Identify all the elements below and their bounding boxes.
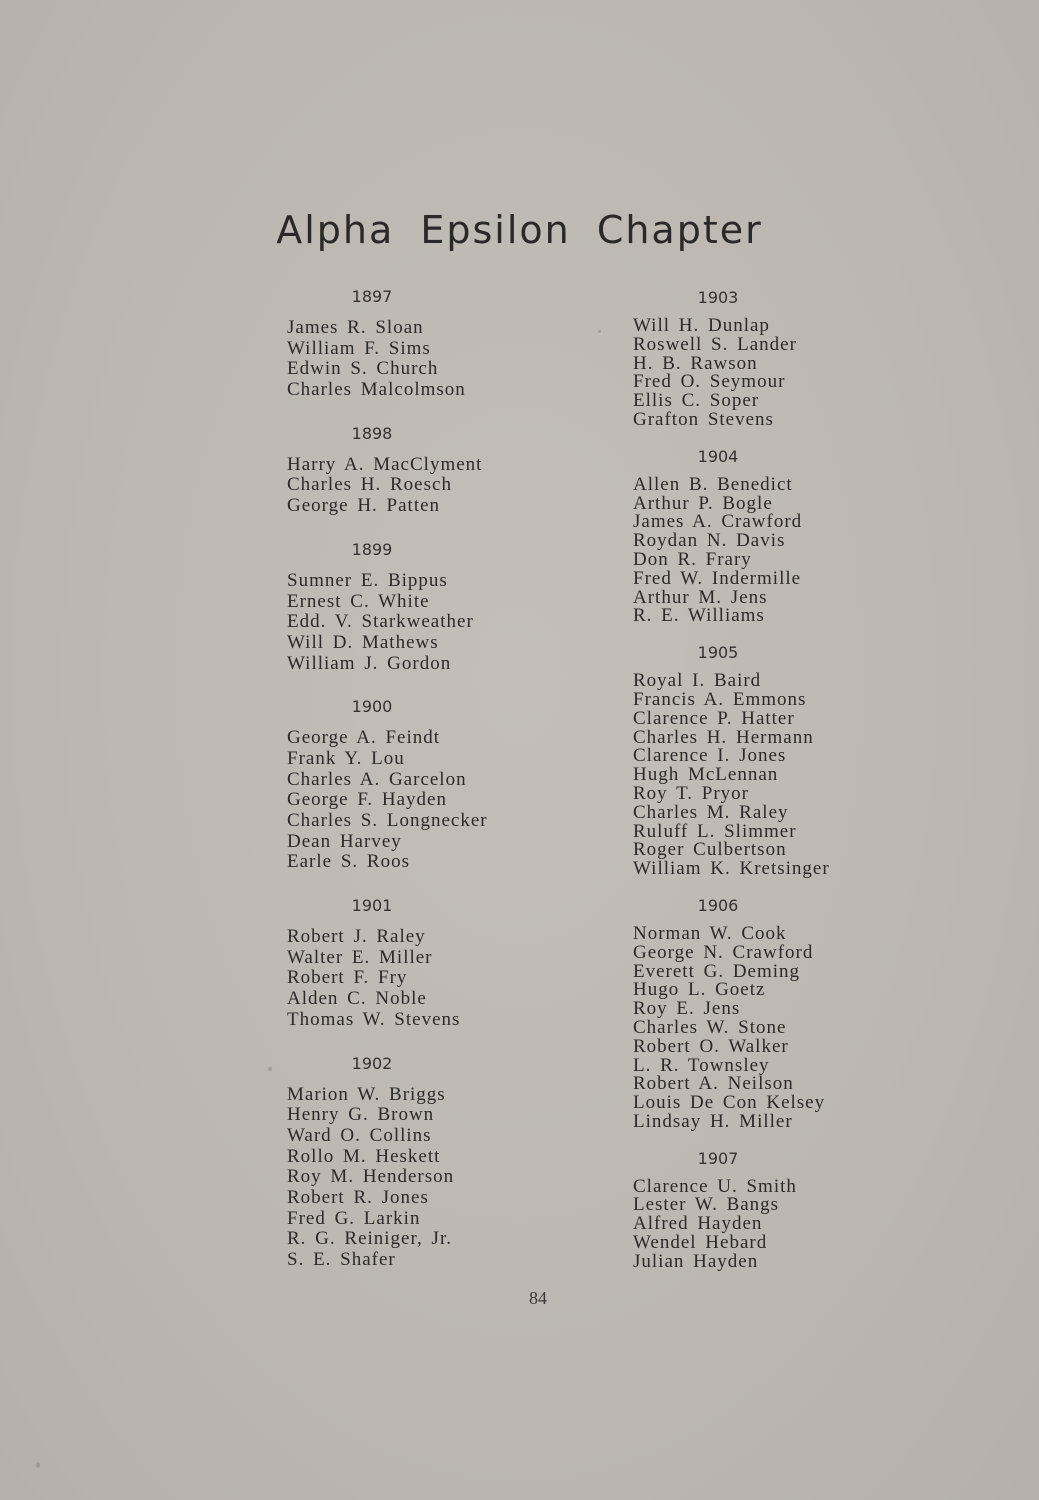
member-name: Robert F. Fry xyxy=(287,967,408,989)
member-name: Fred G. Larkin xyxy=(287,1207,421,1229)
member-name: Ellis C. Soper xyxy=(633,390,760,412)
member-name: Henry G. Brown xyxy=(287,1104,435,1126)
year-group xyxy=(633,446,893,626)
member-name: Alfred Hayden xyxy=(633,1213,763,1235)
year-heading: 1901 xyxy=(351,896,393,916)
year-group xyxy=(633,1148,893,1272)
member-name: Roy E. Jens xyxy=(633,998,741,1020)
member-name: Grafton Stevens xyxy=(633,408,774,430)
member-name: S. E. Shafer xyxy=(287,1249,396,1270)
page-number: 84 xyxy=(529,1288,547,1308)
year-group xyxy=(633,642,893,879)
member-list xyxy=(287,318,547,401)
paper-speck xyxy=(268,1067,272,1071)
member-list xyxy=(633,922,893,1132)
member-name: Edd. V. Starkweather xyxy=(287,611,474,633)
member-name: R. G. Reiniger, Jr. xyxy=(287,1228,452,1250)
year-group xyxy=(633,895,893,1132)
member-name: Don R. Frary xyxy=(633,548,752,570)
member-name: George F. Hayden xyxy=(287,789,447,811)
member-name: Frank Y. Lou xyxy=(287,747,405,769)
member-name: R. E. Williams xyxy=(633,605,765,627)
member-name: Julian Hayden xyxy=(633,1250,759,1272)
member-name: Wendel Hebard xyxy=(633,1232,768,1254)
member-name: Ruluff L. Slimmer xyxy=(633,820,797,842)
year-heading: 1907 xyxy=(697,1148,739,1168)
member-list xyxy=(287,927,547,1030)
member-name: Dean Harvey xyxy=(287,830,402,852)
member-name: Roswell S. Lander xyxy=(633,333,797,355)
member-name: William J. Gordon xyxy=(287,652,452,674)
member-name: Sumner E. Bippus xyxy=(287,569,448,591)
member-name: Earle S. Roos xyxy=(287,851,410,873)
member-name: Robert R. Jones xyxy=(287,1186,429,1208)
member-name: Hugo L. Goetz xyxy=(633,979,766,1001)
year-heading: 1903 xyxy=(697,288,739,307)
left-column xyxy=(287,286,547,1293)
member-name: William F. Sims xyxy=(287,337,431,359)
member-name: Charles Malcolmson xyxy=(287,379,466,401)
member-name: Robert O. Walker xyxy=(633,1035,789,1057)
year-group xyxy=(287,696,547,873)
member-name: Ernest C. White xyxy=(287,590,430,612)
right-column xyxy=(633,287,893,1288)
member-name: George H. Patten xyxy=(287,495,441,517)
member-name: George N. Crawford xyxy=(633,941,814,963)
year-heading: 1906 xyxy=(697,895,739,915)
member-name: Charles S. Longnecker xyxy=(287,810,488,831)
member-name: Thomas W. Stevens xyxy=(287,1008,461,1030)
member-name: James R. Sloan xyxy=(287,317,424,338)
member-name: Charles H. Roesch xyxy=(287,474,452,496)
member-name: Clarence U. Smith xyxy=(633,1175,797,1197)
member-list xyxy=(633,672,893,879)
member-list xyxy=(287,571,547,674)
member-name: Charles A. Garcelon xyxy=(287,768,467,790)
member-name: Roydan N. Davis xyxy=(633,530,786,552)
member-list xyxy=(287,728,547,873)
member-name: Everett G. Deming xyxy=(633,960,801,982)
member-name: Royal I. Baird xyxy=(633,670,762,692)
member-name: H. B. Rawson xyxy=(633,352,758,374)
member-name: Fred O. Seymour xyxy=(633,371,786,393)
year-heading: 1898 xyxy=(351,423,393,443)
member-name: Louis De Con Kelsey xyxy=(633,1092,826,1114)
member-name: Robert A. Neilson xyxy=(633,1073,794,1095)
member-name: Charles H. Hermann xyxy=(633,726,814,748)
year-group xyxy=(287,423,547,517)
member-name: George A. Feindt xyxy=(287,727,441,749)
year-group xyxy=(287,539,547,674)
paper-speck xyxy=(36,1462,40,1468)
member-list xyxy=(633,473,893,627)
member-name: Arthur M. Jens xyxy=(633,586,768,608)
member-list xyxy=(287,455,547,517)
member-name: Arthur P. Bogle xyxy=(633,492,773,514)
year-group xyxy=(287,895,547,1030)
member-name: Edwin S. Church xyxy=(287,358,439,380)
member-name: William K. Kretsinger xyxy=(633,858,830,880)
year-heading: 1897 xyxy=(351,287,393,306)
member-name: Clarence P. Hatter xyxy=(633,707,795,729)
member-name: Norman W. Cook xyxy=(633,922,787,944)
year-group xyxy=(287,286,547,401)
member-name: Roger Culbertson xyxy=(633,839,787,861)
member-name: Roy T. Pryor xyxy=(633,782,749,804)
member-name: Roy M. Henderson xyxy=(287,1166,455,1188)
member-name: Will D. Mathews xyxy=(287,631,439,653)
member-name: Fred W. Indermille xyxy=(633,567,802,589)
member-name: James A. Crawford xyxy=(633,511,803,533)
member-name: Lester W. Bangs xyxy=(633,1194,780,1216)
member-name: Hugh McLennan xyxy=(633,764,779,786)
member-name: Charles M. Raley xyxy=(633,801,789,823)
paper-speck xyxy=(598,330,601,333)
year-group xyxy=(633,287,893,430)
member-name: Charles W. Stone xyxy=(633,1016,787,1038)
member-name: L. R. Townsley xyxy=(633,1054,770,1076)
member-name: Harry A. MacClyment xyxy=(287,453,483,475)
member-name: Clarence I. Jones xyxy=(633,745,787,767)
member-name: Ward O. Collins xyxy=(287,1124,432,1146)
year-heading: 1904 xyxy=(697,446,739,466)
member-name: Robert J. Raley xyxy=(287,926,426,948)
year-heading: 1900 xyxy=(351,697,393,717)
member-name: Marion W. Briggs xyxy=(287,1083,446,1105)
year-heading: 1899 xyxy=(351,539,393,559)
year-heading: 1905 xyxy=(697,643,739,663)
member-list xyxy=(633,317,893,430)
page-title: Alpha Epsilon Chapter xyxy=(276,208,763,252)
member-name: Rollo M. Heskett xyxy=(287,1145,441,1167)
member-name: Walter E. Miller xyxy=(287,946,433,968)
member-name: Francis A. Emmons xyxy=(633,688,807,710)
year-group xyxy=(287,1053,547,1271)
member-list xyxy=(633,1175,893,1272)
member-name: Alden C. Noble xyxy=(287,988,427,1010)
member-name: Lindsay H. Miller xyxy=(633,1110,793,1132)
member-list xyxy=(287,1085,547,1271)
year-heading: 1902 xyxy=(351,1053,393,1073)
member-name: Allen B. Benedict xyxy=(633,473,793,495)
member-name: Will H. Dunlap xyxy=(633,315,770,336)
